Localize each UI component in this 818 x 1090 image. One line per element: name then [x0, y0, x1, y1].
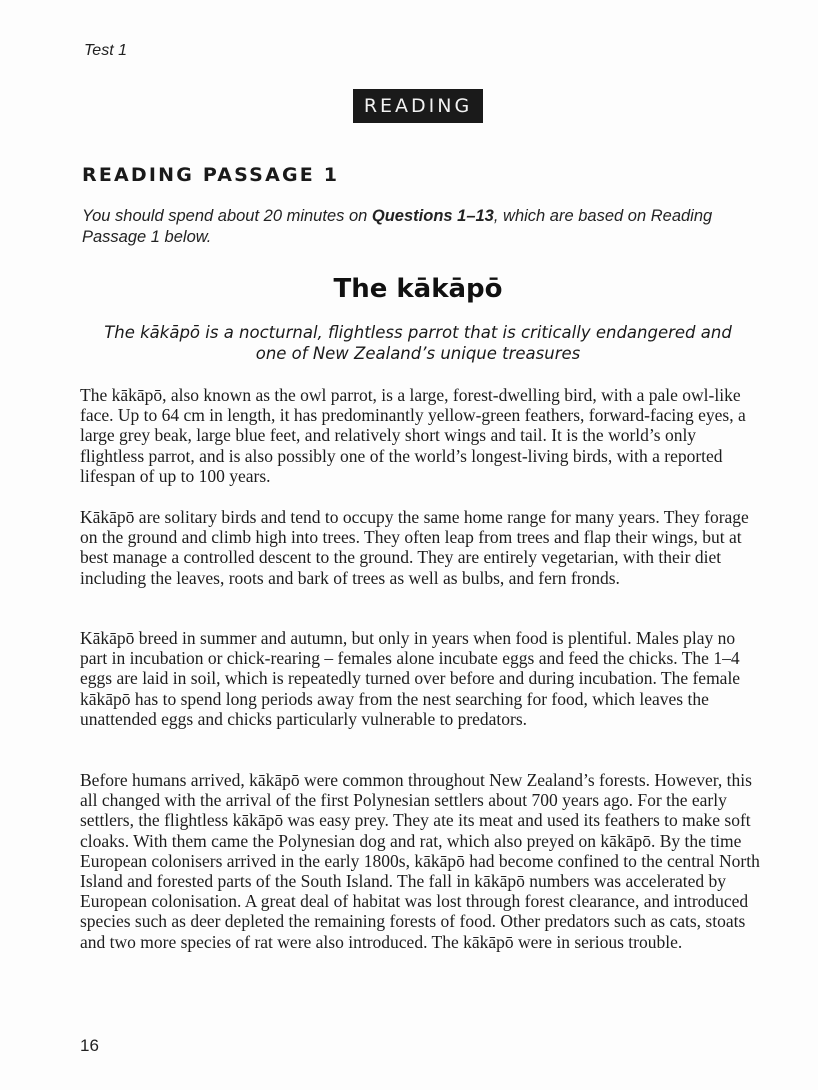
instructions-prefix: You should spend about 20 minutes on: [82, 207, 372, 225]
section-banner: READING: [353, 89, 483, 123]
paragraph-2: Kākāpō are solitary birds and tend to occupy the same home range for many years. They forage on the ground and climb high into trees. They often leap from trees and flap their wings, but at best manage a controlled descent to the ground. They are entirely vegetarian, with their diet including the leaves, roots and bark of trees as well as bulbs, and fern fronds.: [80, 507, 749, 588]
passage-heading: READING PASSAGE 1: [82, 164, 340, 186]
page-number: 16: [80, 1036, 99, 1055]
instructions: [82, 206, 762, 248]
paragraph-4: Before humans arrived, kākāpō were common throughout New Zealand’s forests. However, this all changed with the arrival of the first Polynesian settlers about 700 years ago. For the early settlers, the flightless kākāpō was easy prey. They ate its meat and used its feathers to make soft cloaks. With them came the Polynesian dog and rat, which also preyed on kākāpō. By the time European colonisers arrived in the early 1800s, kākāpō had become confined to the central North Island and forested parts of the South Island. The fall in kākāpō numbers was accelerated by European colonisation. A great deal of habitat was lost through forest clearance, and introduced species such as deer depleted the remaining forests of food. Other predators such as cats, stoats and two more species of rat were also introduced. The kākāpō were in serious trouble.: [80, 770, 760, 952]
instructions-questions: Questions 1–13: [371, 207, 494, 225]
instructions-suffix: , which are based on Reading Passage 1 below.: [82, 207, 713, 246]
article-subtitle: The kākāpō is a nocturnal, flightless parrot that is critically endangered and one of New Zealand’s unique treasures: [104, 323, 732, 363]
paragraph-3: Kākāpō breed in summer and autumn, but only in years when food is plentiful. Males play no part in incubation or chick-rearing – females alone incubate eggs and feed the chicks. The 1–4 eggs are laid in soil, which is repeatedly turned over before and during incubation. The female kākāpō has to spend long periods away from the nest searching for food, which leaves the unattended eggs and chicks particularly vulnerable to predators.: [80, 628, 741, 729]
article-title: The kākāpō: [333, 274, 503, 304]
paragraph-1: The kākāpō, also known as the owl parrot, is a large, forest-dwelling bird, with a pale owl-like face. Up to 64 cm in length, it has predominantly yellow-green feathers, forward-facing eyes, a large grey beak, large blue feet, and relatively short wings and tail. It is the world’s only flightless parrot, and is also possibly one of the world’s longest-living birds, with a reported lifespan of up to 100 years.: [80, 385, 746, 486]
running-head: Test 1: [84, 42, 127, 59]
